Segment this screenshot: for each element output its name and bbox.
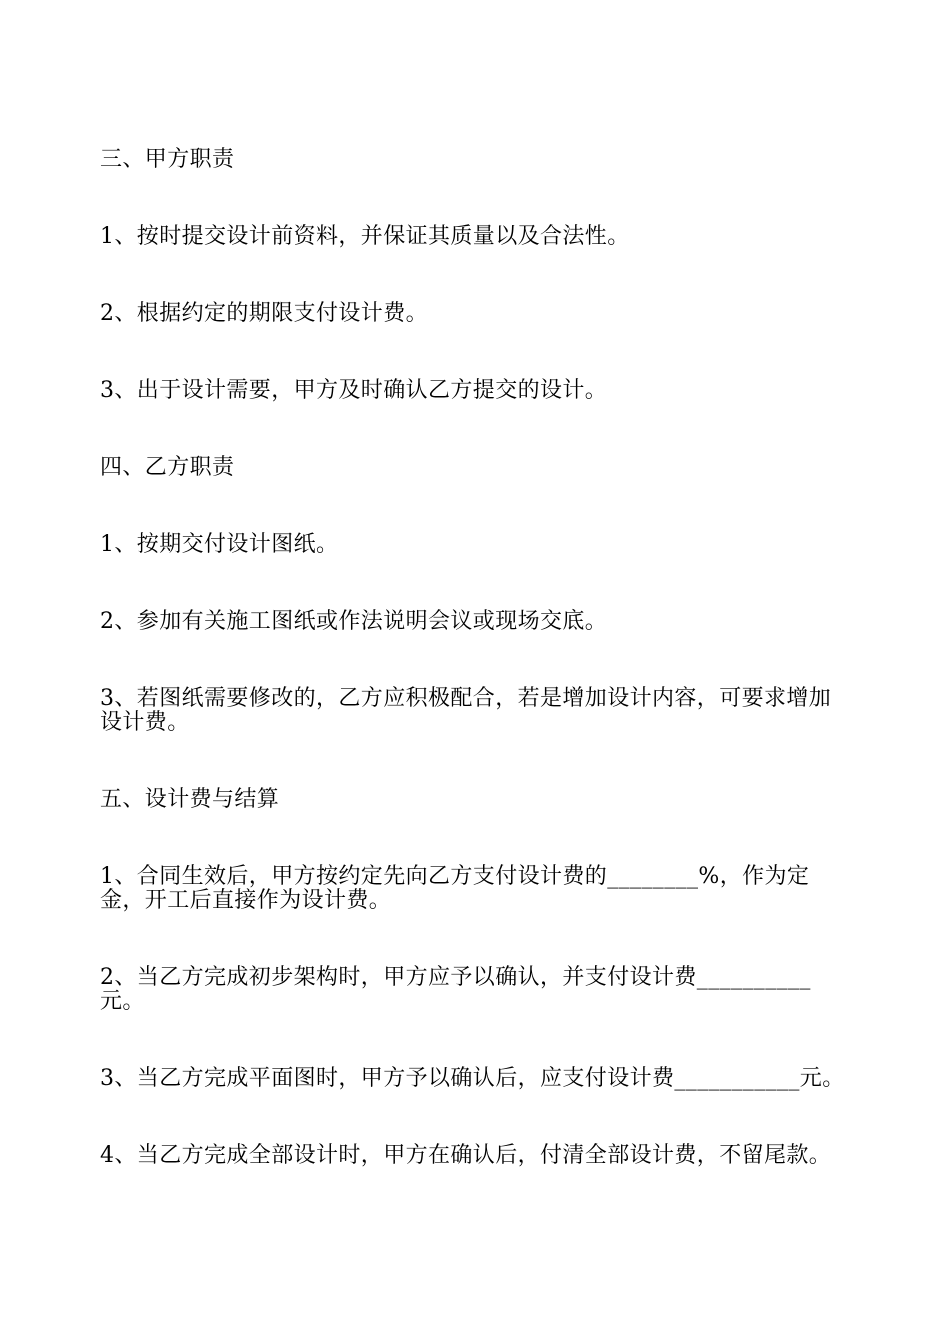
section-heading-party-b-duties: 四、乙方职责 [100,455,235,480]
clause-fees-2: 2、当乙方完成初步架构时，甲方应予以确认，并支付设计费__________元。 [100,965,811,1014]
clause-fees-3: 3、当乙方完成平面图时，甲方予以确认后，应支付设计费___________元。 [100,1066,845,1091]
section-heading-party-a-duties: 三、甲方职责 [100,147,235,172]
clause-party-a-1: 1、按时提交设计前资料，并保证其质量以及合法性。 [100,224,630,249]
clause-party-b-2: 2、参加有关施工图纸或作法说明会议或现场交底。 [100,609,608,634]
document-page [100,148,852,1221]
clause-party-b-1: 1、按期交付设计图纸。 [100,532,339,557]
clause-party-a-3: 3、出于设计需要，甲方及时确认乙方提交的设计。 [100,378,608,403]
clause-party-b-3: 3、若图纸需要修改的，乙方应积极配合，若是增加设计内容，可要求增加设计费。 [100,686,832,735]
section-heading-fees-settlement: 五、设计费与结算 [100,787,280,812]
clause-fees-1: 1、合同生效后，甲方按约定先向乙方支付设计费的________%，作为定金，开工后直接作为设计费。 [100,864,810,913]
clause-party-a-2: 2、根据约定的期限支付设计费。 [100,301,428,326]
clause-fees-4: 4、当乙方完成全部设计时，甲方在确认后，付清全部设计费，不留尾款。 [100,1143,832,1168]
